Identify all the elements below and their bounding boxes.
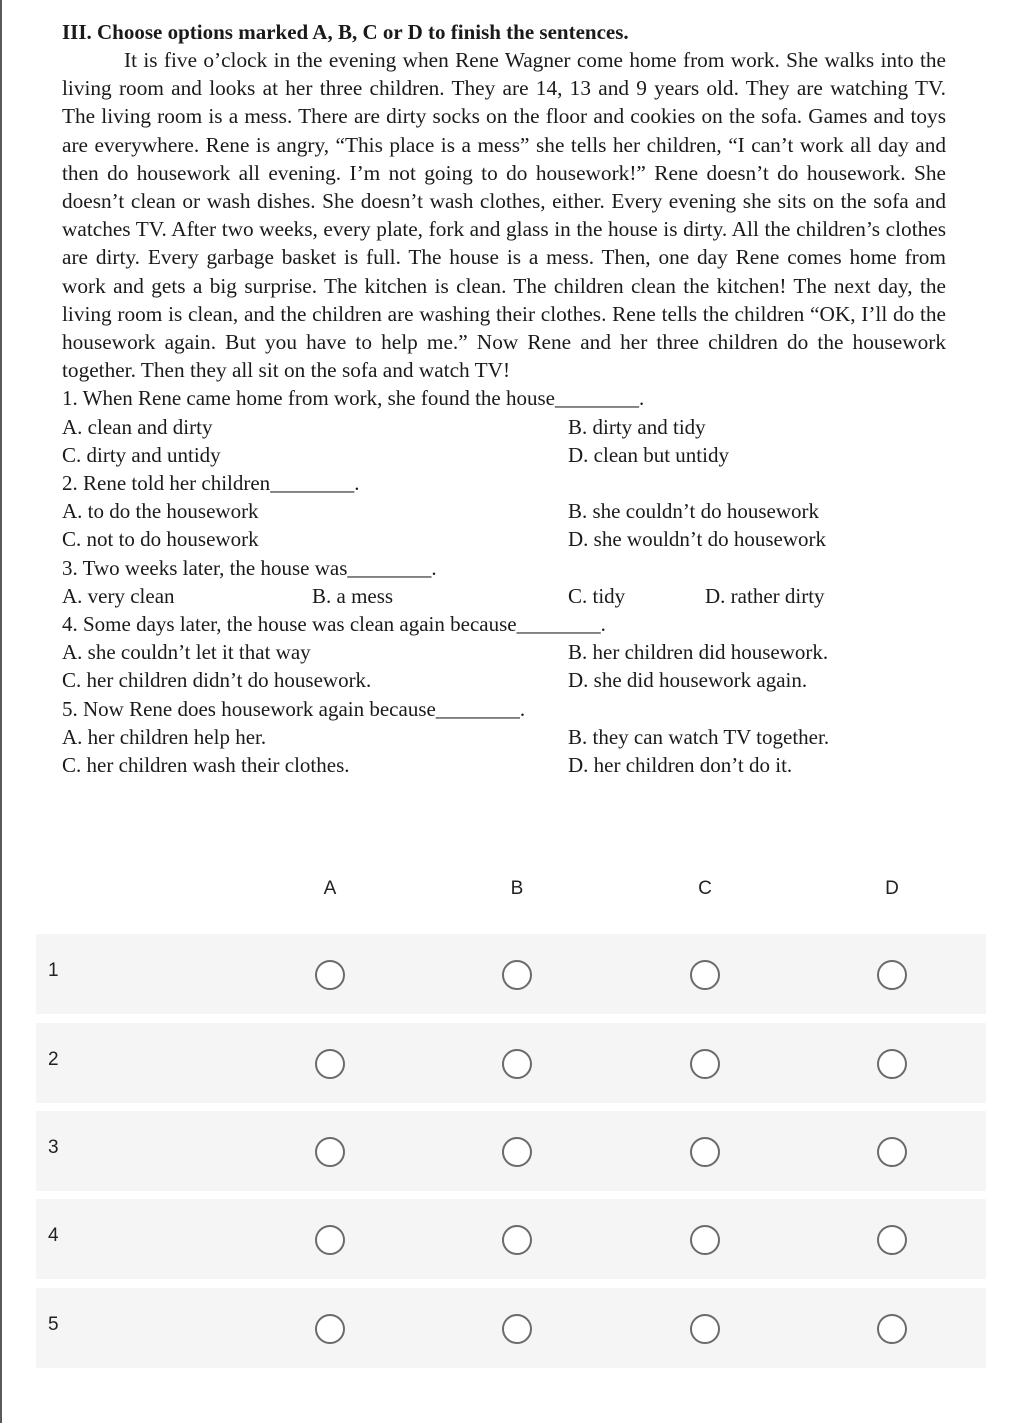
radio-5-a[interactable]: [315, 1314, 345, 1344]
question-4-stem: 4. Some days later, the house was clean again because: [62, 611, 517, 636]
row-label-3: 3: [48, 1137, 59, 1158]
question-3-blank: ________.: [347, 555, 437, 580]
question-3-option-a: A. very clean: [62, 583, 175, 608]
radio-4-d[interactable]: [877, 1225, 907, 1255]
radio-5-c[interactable]: [690, 1314, 720, 1344]
worksheet: [62, 18, 946, 779]
question-2: [62, 469, 946, 497]
question-4-blank: ________.: [516, 611, 606, 636]
question-3: [62, 554, 946, 582]
question-5-stem: 5. Now Rene does housework again because: [62, 696, 436, 721]
question-2-options-row-1: [62, 497, 946, 525]
question-5-option-c: C. her children wash their clothes.: [62, 752, 350, 777]
radio-5-b[interactable]: [502, 1314, 532, 1344]
question-3-option-d: D. rather dirty: [705, 583, 825, 608]
question-1-option-c: C. dirty and untidy: [62, 442, 221, 467]
row-label-4: 4: [48, 1225, 59, 1246]
question-2-option-d: D. she wouldn’t do housework: [568, 527, 827, 552]
row-label-5: 5: [48, 1314, 59, 1335]
question-4-options-row-1: [62, 638, 946, 666]
radio-1-c[interactable]: [690, 960, 720, 990]
question-4-options-row-2: [62, 666, 946, 694]
question-5-blank: ________.: [435, 696, 526, 721]
question-3-options-row: [62, 582, 946, 610]
question-1-option-a: A. clean and dirty: [62, 414, 213, 439]
section-heading: III. Choose options marked A, B, C or D to finish the sentences.: [62, 20, 629, 44]
answer-row-1: [36, 934, 986, 1014]
question-3-option-b: B. a mess: [312, 583, 394, 608]
question-2-options-row-2: [62, 525, 946, 553]
column-header-a: A: [323, 878, 337, 899]
row-label-2: 2: [48, 1049, 59, 1070]
radio-2-d[interactable]: [877, 1049, 907, 1079]
radio-5-d[interactable]: [877, 1314, 907, 1344]
question-4-option-c: C. her children didn’t do housework.: [62, 668, 372, 693]
answer-row-2: [36, 1023, 986, 1103]
question-5-option-a: A. her children help her.: [62, 724, 267, 749]
question-1-option-b: B. dirty and tidy: [568, 414, 706, 439]
row-label-1: 1: [48, 960, 59, 981]
radio-1-b[interactable]: [502, 960, 532, 990]
question-4: [62, 610, 946, 638]
radio-2-c[interactable]: [690, 1049, 720, 1079]
page-left-border: [0, 0, 2, 1423]
answer-row-5: [36, 1288, 986, 1368]
question-1: [62, 384, 946, 412]
radio-4-b[interactable]: [502, 1225, 532, 1255]
question-1-blank: ________.: [554, 386, 645, 411]
question-5-options-row-2: [62, 751, 946, 779]
question-1-option-d: D. clean but untidy: [568, 442, 729, 467]
radio-3-d[interactable]: [877, 1137, 907, 1167]
column-header-b: B: [510, 878, 524, 899]
radio-1-d[interactable]: [877, 960, 907, 990]
question-4-option-d: D. she did housework again.: [568, 668, 808, 693]
question-5-option-b: B. they can watch TV together.: [568, 724, 830, 749]
radio-2-b[interactable]: [502, 1049, 532, 1079]
radio-2-a[interactable]: [315, 1049, 345, 1079]
radio-1-a[interactable]: [315, 960, 345, 990]
column-header-c: C: [698, 878, 712, 899]
radio-3-b[interactable]: [502, 1137, 532, 1167]
question-3-option-c: C. tidy: [568, 583, 626, 608]
question-2-blank: ________.: [270, 471, 360, 496]
radio-4-c[interactable]: [690, 1225, 720, 1255]
radio-3-c[interactable]: [690, 1137, 720, 1167]
column-header-d: D: [885, 878, 899, 899]
reading-passage: It is five o’clock in the evening when Rene Wagner come home from work. She walks into the living room and looks at her three children. They are 14, 13 and 9 years old. They are watching TV. The living room is a mess. There are dirty socks on the floor and cookies on the sofa. Games and toys are everywhere. Rene is angry, “This place is a mess” she tells her children, “I can’t work all day and then do housework all evening. I’m not going to do housework!” Rene doesn’t do housework. She doesn’t clean or wash dishes. She doesn’t wash clothes, either. Every evening she sits on the sofa and watches TV. After two weeks, every plate, fork and glass in the house is dirty. All the children’s clothes are dirty. Every garbage basket is full. The house is a mess. Then, one day Rene comes home from work and gets a big surprise. The kitchen is clean. The children clean the kitchen! The next day, the living room is clean, and the children are washing their clothes. Rene tells the children “OK, I’ll do the housework again. But you have to help me.” Now Rene and her three children do the housework together. Then they all sit on the sofa and watch TV!: [62, 48, 946, 383]
radio-4-a[interactable]: [315, 1225, 345, 1255]
question-2-stem: 2. Rene told her children: [62, 471, 271, 496]
answer-row-4: [36, 1199, 986, 1279]
question-2-option-c: C. not to do housework: [62, 527, 259, 552]
question-1-options-row-2: [62, 441, 946, 469]
question-2-option-a: A. to do the housework: [62, 499, 259, 524]
question-5: [62, 695, 946, 723]
radio-3-a[interactable]: [315, 1137, 345, 1167]
question-2-option-b: B. she couldn’t do housework: [568, 499, 820, 524]
answer-row-3: [36, 1111, 986, 1191]
question-4-option-a: A. she couldn’t let it that way: [62, 640, 311, 665]
question-4-option-b: B. her children did housework.: [568, 640, 829, 665]
question-3-stem: 3. Two weeks later, the house was: [62, 555, 348, 580]
question-5-options-row-1: [62, 723, 946, 751]
question-1-options-row-1: [62, 413, 946, 441]
question-5-option-d: D. her children don’t do it.: [568, 752, 793, 777]
question-1-stem: 1. When Rene came home from work, she found the house: [62, 386, 555, 411]
